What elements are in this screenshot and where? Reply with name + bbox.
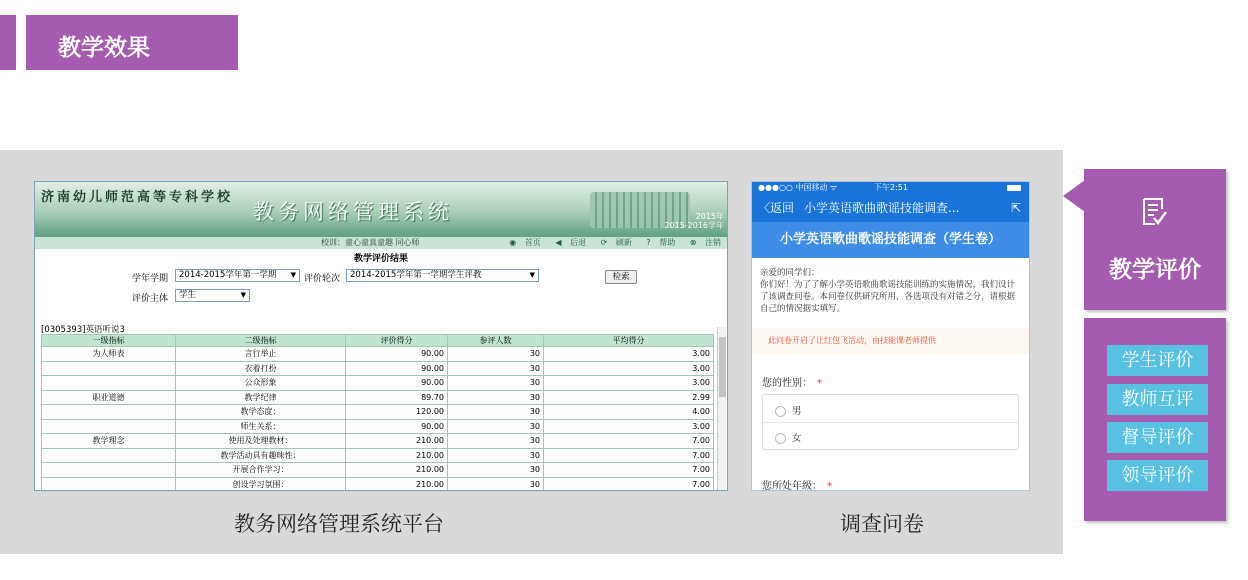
refresh-icon: ⟳: [600, 238, 608, 247]
back-link[interactable]: ◀ 后退: [555, 238, 587, 247]
home-icon: ◉: [509, 238, 517, 247]
year-line-2: 2015-2016学年: [664, 221, 724, 230]
level2-cell: 教学态度：: [176, 405, 346, 420]
question-grade: 您所处年级： *: [762, 481, 832, 491]
average-cell: 3.00: [544, 347, 714, 362]
survey-screenshot: [751, 181, 1030, 491]
year-line-1: 2015年: [695, 212, 724, 221]
radio-icon[interactable]: [775, 406, 786, 417]
table-row: [42, 390, 714, 405]
level2-cell: 创设学习氛围：: [176, 477, 346, 491]
table-row: [42, 361, 714, 376]
level1-cell: [42, 419, 176, 434]
count-cell: 30: [448, 376, 544, 391]
refresh-link[interactable]: ⟳ 刷新: [600, 238, 632, 247]
help-link[interactable]: ? 帮助: [646, 238, 676, 247]
average-cell: 4.00: [544, 405, 714, 420]
average-cell: 3.00: [544, 376, 714, 391]
average-cell: 3.00: [544, 361, 714, 376]
required-mark: *: [817, 378, 822, 389]
intro-text: 你们好！为了了解小学英语歌曲歌谣技能训练的实施情况，我们设计了该调查问卷。本问卷仅供研究所用，各选项没有对错之分，请根据自己的情况据实填写。: [760, 280, 1016, 314]
survey-caption: 调查问卷: [840, 512, 924, 536]
count-cell: 30: [448, 419, 544, 434]
battery-icon: [1007, 185, 1021, 191]
score-cell: 120.00: [346, 405, 448, 420]
count-cell: 30: [448, 463, 544, 478]
table-row: [42, 434, 714, 449]
count-cell: 30: [448, 405, 544, 420]
level1-cell: [42, 376, 176, 391]
column-header: 二级指标: [176, 335, 346, 347]
page-title: 教学效果: [26, 15, 238, 70]
chevron-down-icon: ▼: [240, 291, 246, 299]
carrier-signal: ●●●○○ 中国移动 ᯤ: [758, 183, 838, 192]
count-cell: 30: [448, 448, 544, 463]
course-label: [0305393]英语听说3: [41, 325, 125, 335]
count-cell: 30: [448, 361, 544, 376]
score-cell: 210.00: [346, 434, 448, 449]
system-nav: [35, 237, 727, 249]
column-header: 一级指标: [42, 335, 176, 347]
level1-cell: 教学理念: [42, 434, 176, 449]
tag-student-evaluation: 学生评价: [1107, 345, 1208, 376]
subject-label: 评价主体: [132, 294, 169, 304]
term-label: 学年学期: [132, 274, 169, 284]
table-header-row: [42, 335, 714, 347]
average-cell: 7.00: [544, 434, 714, 449]
column-header: 评价得分: [346, 335, 448, 347]
score-cell: 90.00: [346, 361, 448, 376]
level1-cell: [42, 405, 176, 420]
phone-status-bar: [752, 182, 1029, 194]
evaluation-callout: [1084, 169, 1226, 310]
callout-label: 教学评价: [1109, 257, 1201, 283]
level2-cell: 教学活动具有趣味性：: [176, 448, 346, 463]
level1-cell: [42, 361, 176, 376]
table-row: [42, 463, 714, 478]
academic-year: [664, 212, 724, 230]
score-cell: 210.00: [346, 448, 448, 463]
logout-link[interactable]: ⊗ 注销: [689, 238, 721, 247]
level1-cell: 为人师表: [42, 347, 176, 362]
count-cell: 30: [448, 390, 544, 405]
column-header: 参评人数: [448, 335, 544, 347]
average-cell: 3.00: [544, 419, 714, 434]
table-row: [42, 448, 714, 463]
count-cell: 30: [448, 477, 544, 491]
option-male[interactable]: 男: [775, 403, 802, 417]
term-select[interactable]: 2014-2015学年第一学期 ▼: [175, 269, 300, 282]
system-caption: 教务网络管理系统平台: [234, 512, 444, 536]
average-cell: 2.99: [544, 390, 714, 405]
table-row: [42, 477, 714, 491]
level2-cell: 使用及处理教材：: [176, 434, 346, 449]
table-row: [42, 347, 714, 362]
score-cell: 89.70: [346, 390, 448, 405]
level2-cell: 公众形象: [176, 376, 346, 391]
round-select[interactable]: 2014-2015学年第一学期学生评教 ▼: [346, 269, 539, 282]
score-cell: 90.00: [346, 347, 448, 362]
red-packet-notice: 此问卷开启了让红包飞活动，由技能课老师提供: [752, 328, 1029, 354]
table-row: [42, 419, 714, 434]
count-cell: 30: [448, 347, 544, 362]
home-link[interactable]: ◉ 首页: [509, 238, 541, 247]
school-name: 济南幼儿师范高等专科学校: [41, 190, 234, 205]
document-check-icon: [1141, 197, 1167, 227]
chevron-down-icon: ▼: [290, 271, 296, 279]
level2-cell: 开展合作学习：: [176, 463, 346, 478]
radio-icon[interactable]: [775, 433, 786, 444]
tag-supervisor-evaluation: 督导评价: [1107, 422, 1208, 453]
system-screenshot: [34, 181, 728, 491]
column-header: 平均得分: [544, 335, 714, 347]
evaluation-table: [41, 334, 714, 491]
table-row: [42, 376, 714, 391]
score-cell: 210.00: [346, 463, 448, 478]
nav-title: 小学英语歌曲歌谣技能调查...: [804, 201, 960, 215]
average-cell: 7.00: [544, 448, 714, 463]
level2-cell: 教学纪律: [176, 390, 346, 405]
chevron-down-icon: ▼: [529, 271, 535, 279]
table-scrollbar[interactable]: [717, 327, 726, 490]
back-button[interactable]: 〈返回: [758, 201, 795, 215]
help-icon: ?: [646, 238, 651, 247]
score-cell: 90.00: [346, 376, 448, 391]
level1-cell: [42, 463, 176, 478]
logout-icon: ⊗: [689, 238, 697, 247]
average-cell: 7.00: [544, 477, 714, 491]
count-cell: 30: [448, 434, 544, 449]
option-female[interactable]: 女: [775, 430, 802, 444]
share-icon[interactable]: ⇱: [1010, 201, 1021, 215]
system-banner: [35, 182, 727, 237]
evaluation-types-panel: [1084, 318, 1226, 521]
level2-cell: 言行举止: [176, 347, 346, 362]
score-cell: 90.00: [346, 419, 448, 434]
nav-links: [497, 237, 721, 249]
survey-title: 小学英语歌曲歌谣技能调查（学生卷）: [752, 222, 1029, 258]
required-mark: *: [827, 481, 832, 491]
callout-pointer: [1063, 180, 1085, 212]
gender-options: [762, 394, 1019, 450]
level1-cell: [42, 477, 176, 491]
scrollbar-thumb[interactable]: [719, 337, 726, 397]
greeting-text: 亲爱的同学们：: [760, 268, 820, 278]
level2-cell: 衣着打扮: [176, 361, 346, 376]
average-cell: 7.00: [544, 463, 714, 478]
phone-nav-bar: [752, 194, 1029, 222]
school-motto: 校训：童心童真童趣 同心师: [321, 238, 420, 247]
system-title: 教务网络管理系统: [253, 200, 453, 224]
title-marker: [0, 15, 16, 70]
level1-cell: [42, 448, 176, 463]
tag-leader-evaluation: 领导评价: [1107, 460, 1208, 491]
table-row: [42, 405, 714, 420]
level2-cell: 师生关系：: [176, 419, 346, 434]
survey-intro: [760, 267, 1022, 315]
search-button[interactable]: 检索: [605, 270, 637, 284]
status-time: 下午2:51: [874, 183, 908, 192]
tag-peer-evaluation: 教师互评: [1107, 384, 1208, 415]
score-cell: 210.00: [346, 477, 448, 491]
option-divider: [763, 422, 1018, 423]
subject-select[interactable]: 学生 ▼: [175, 289, 250, 302]
round-label: 评价轮次: [304, 274, 341, 284]
question-gender: 您的性别： *: [762, 378, 822, 389]
level1-cell: 职业道德: [42, 390, 176, 405]
back-arrow-icon: ◀: [555, 238, 562, 247]
result-title: 教学评价结果: [353, 254, 408, 264]
